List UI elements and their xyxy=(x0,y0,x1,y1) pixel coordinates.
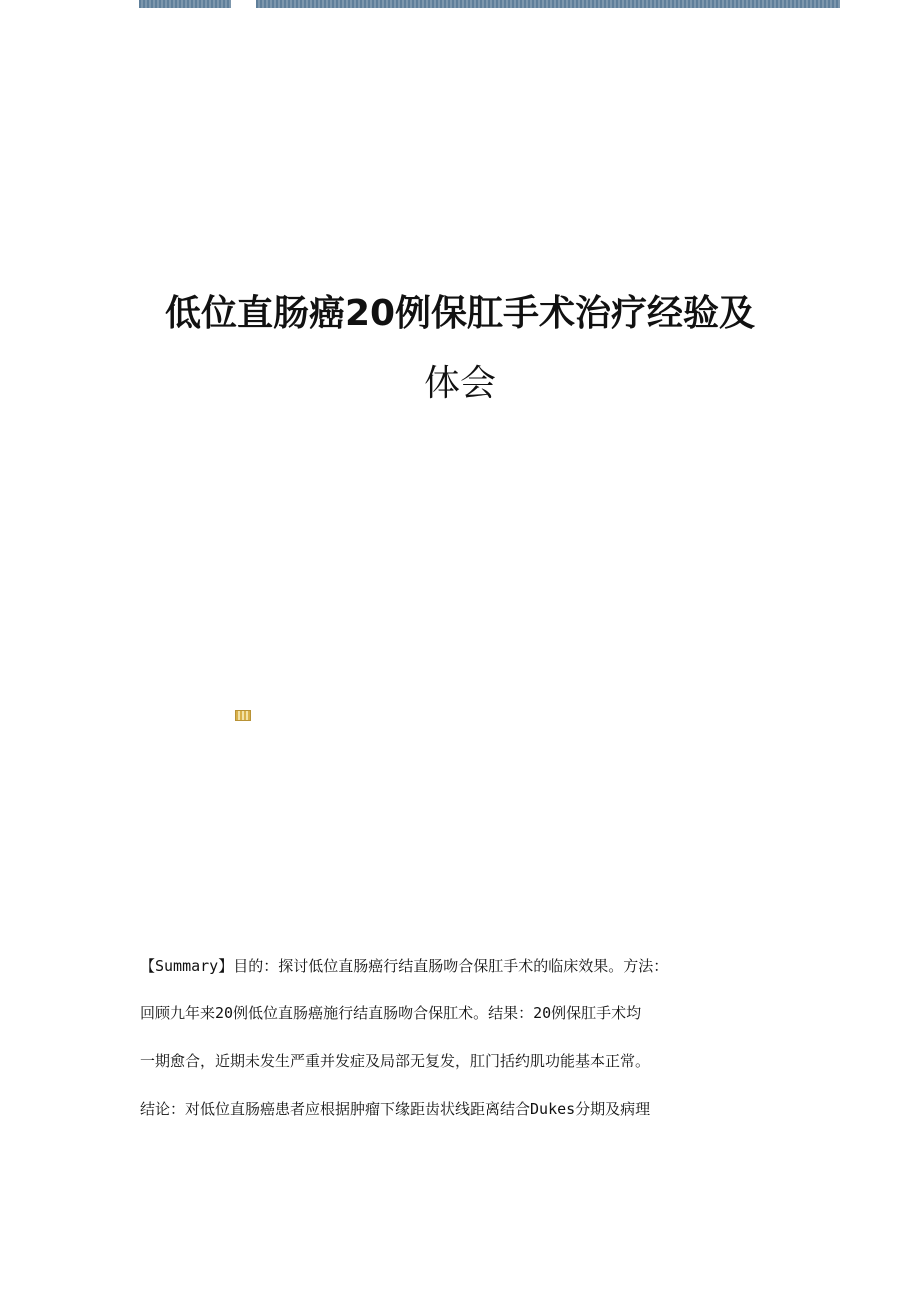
divider-ornament-icon xyxy=(235,710,251,721)
document-title-line-2: 体会 xyxy=(423,363,496,404)
abstract-line: 结论：对低位直肠癌患者应根据肿瘤下缘距齿状线距离结合Dukes分期及病理 xyxy=(140,1100,651,1118)
abstract-line: 一期愈合，近期未发生严重并发症及局部无复发，肛门括约肌功能基本正常。 xyxy=(140,1052,651,1070)
divider-bar-left xyxy=(139,0,231,8)
divider-bar-right xyxy=(256,0,840,8)
abstract-line: 【Summary】目的：探讨低位直肠癌行结直肠吻合保肛手术的临床效果。方法： xyxy=(140,957,669,975)
abstract-line: 回顾九年来20例低位直肠癌施行结直肠吻合保肛术。结果：20例保肛手术均 xyxy=(140,1004,642,1022)
document-title-line-1: 低位直肠癌20例保肛手术治疗经验及 xyxy=(164,293,756,335)
